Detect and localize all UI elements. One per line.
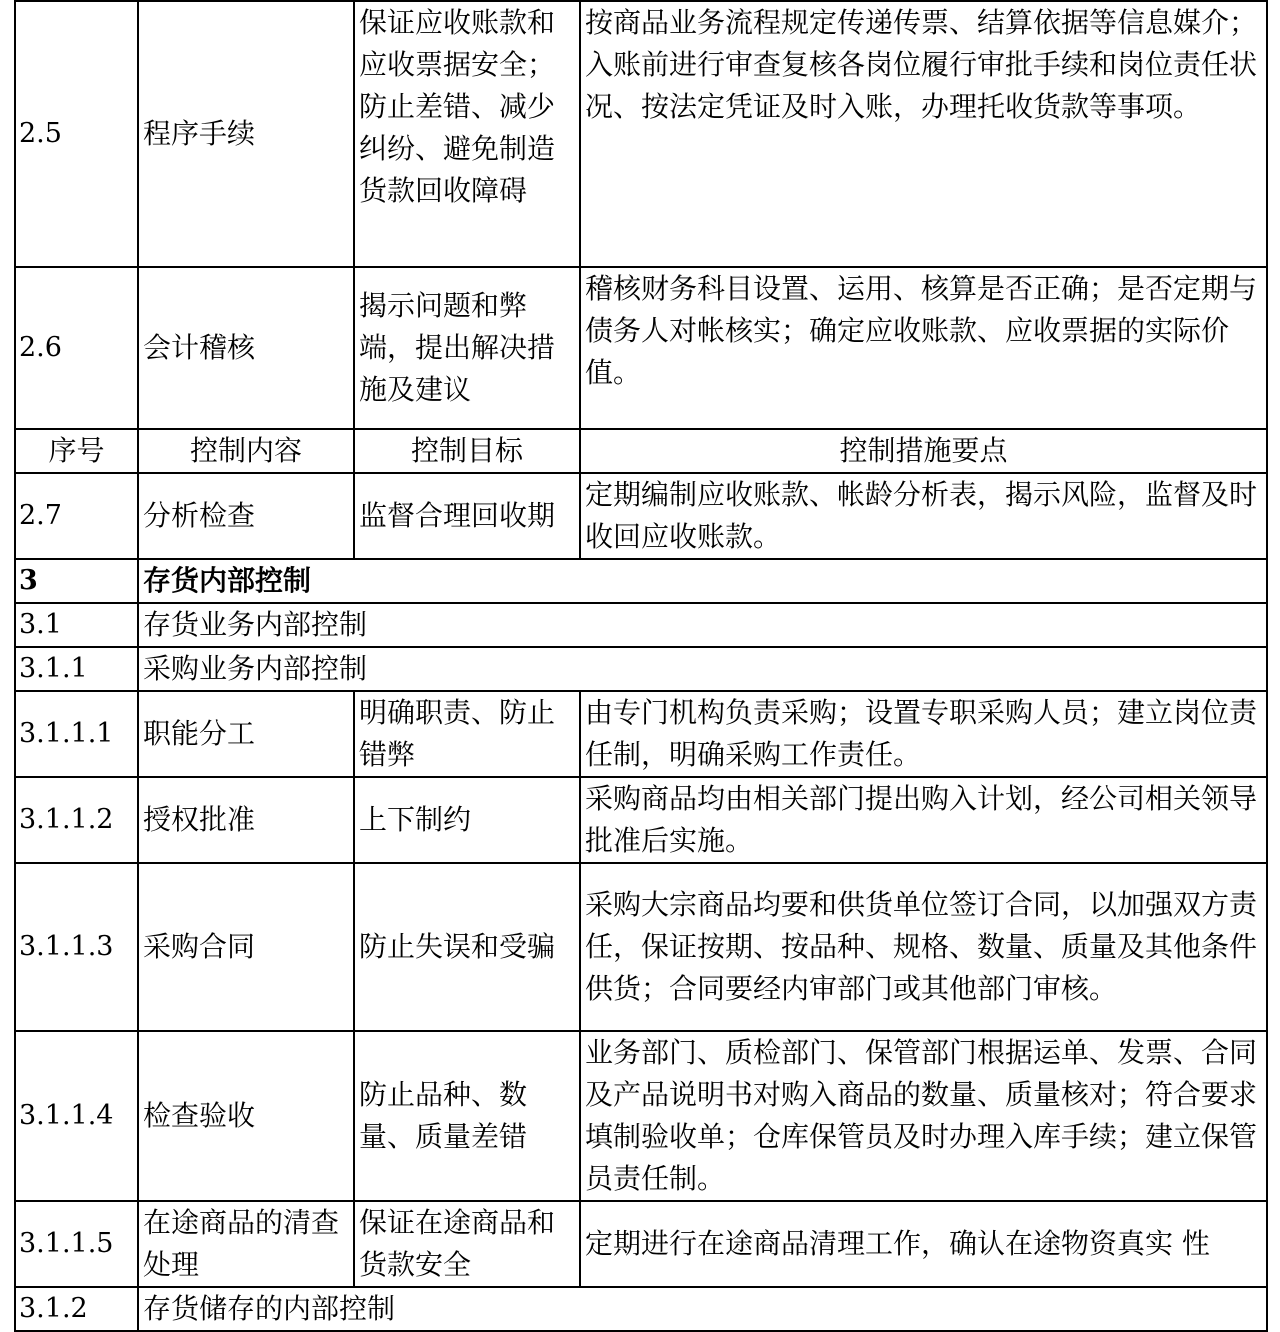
header-content: 控制内容 [138, 429, 354, 473]
table-row [15, 863, 1267, 1031]
goal-cell: 揭示问题和弊端，提出解决措施及建议 [354, 267, 580, 429]
table-row [15, 267, 1267, 429]
table-row [15, 1201, 1267, 1287]
seq-cell: 3.1 [15, 603, 138, 647]
measures-cell: 稽核财务科目设置、运用、核算是否正确；是否定期与债务人对帐核实；确定应收账款、应收票据的实际价值。 [580, 267, 1267, 429]
control-table [14, 0, 1268, 1332]
section-title: 存货储存的内部控制 [138, 1287, 1267, 1331]
seq-cell: 2.6 [15, 267, 138, 429]
header-measures: 控制措施要点 [580, 429, 1267, 473]
section-row [15, 647, 1267, 691]
table-row [15, 691, 1267, 777]
seq-cell: 3.1.1.4 [15, 1031, 138, 1201]
measures-cell: 业务部门、质检部门、保管部门根据运单、发票、合同及产品说明书对购入商品的数量、质量核对；符合要求填制验收单；仓库保管员及时办理入库手续；建立保管员责任制。 [580, 1031, 1267, 1201]
measures-cell: 由专门机构负责采购；设置专职采购人员；建立岗位责任制，明确采购工作责任。 [580, 691, 1267, 777]
table-row [15, 473, 1267, 559]
goal-cell: 防止品种、数量、质量差错 [354, 1031, 580, 1201]
table-row [15, 1031, 1267, 1201]
content-cell: 会计稽核 [138, 267, 354, 429]
measures-cell: 采购商品均由相关部门提出购入计划，经公司相关领导批准后实施。 [580, 777, 1267, 863]
content-cell: 授权批准 [138, 777, 354, 863]
goal-cell: 上下制约 [354, 777, 580, 863]
measures-cell: 采购大宗商品均要和供货单位签订合同，以加强双方责任，保证按期、按品种、规格、数量、质量及其他条件供货；合同要经内审部门或其他部门审核。 [580, 863, 1267, 1031]
section-row [15, 1287, 1267, 1331]
seq-cell: 3.1.1.5 [15, 1201, 138, 1287]
header-seq: 序号 [15, 429, 138, 473]
goal-cell: 监督合理回收期 [354, 473, 580, 559]
content-cell: 在途商品的清查处理 [138, 1201, 354, 1287]
goal-cell: 保证应收账款和应收票据安全；防止差错、减少纠纷、避免制造货款回收障碍 [354, 1, 580, 267]
section-title: 采购业务内部控制 [138, 647, 1267, 691]
seq-cell: 2.5 [15, 1, 138, 267]
content-cell: 程序手续 [138, 1, 354, 267]
seq-cell: 3.1.1.1 [15, 691, 138, 777]
seq-cell: 3.1.1.3 [15, 863, 138, 1031]
measures-cell: 定期编制应收账款、帐龄分析表，揭示风险，监督及时收回应收账款。 [580, 473, 1267, 559]
header-goal: 控制目标 [354, 429, 580, 473]
measures-cell: 定期进行在途商品清理工作，确认在途物资真实 性 [580, 1201, 1267, 1287]
header-row [15, 429, 1267, 473]
table-row [15, 1, 1267, 267]
section-row [15, 603, 1267, 647]
section-row [15, 559, 1267, 603]
content-cell: 职能分工 [138, 691, 354, 777]
content-cell: 分析检查 [138, 473, 354, 559]
seq-cell: 3 [15, 559, 138, 603]
seq-cell: 3.1.1.2 [15, 777, 138, 863]
section-title: 存货内部控制 [138, 559, 1267, 603]
measures-cell: 按商品业务流程规定传递传票、结算依据等信息媒介；入账前进行审查复核各岗位履行审批手续和岗位责任状况、按法定凭证及时入账，办理托收货款等事项。 [580, 1, 1267, 267]
content-cell: 检查验收 [138, 1031, 354, 1201]
table-row [15, 777, 1267, 863]
section-title: 存货业务内部控制 [138, 603, 1267, 647]
seq-cell: 3.1.1 [15, 647, 138, 691]
goal-cell: 防止失误和受骗 [354, 863, 580, 1031]
content-cell: 采购合同 [138, 863, 354, 1031]
goal-cell: 明确职责、防止错弊 [354, 691, 580, 777]
seq-cell: 3.1.2 [15, 1287, 138, 1331]
goal-cell: 保证在途商品和货款安全 [354, 1201, 580, 1287]
seq-cell: 2.7 [15, 473, 138, 559]
